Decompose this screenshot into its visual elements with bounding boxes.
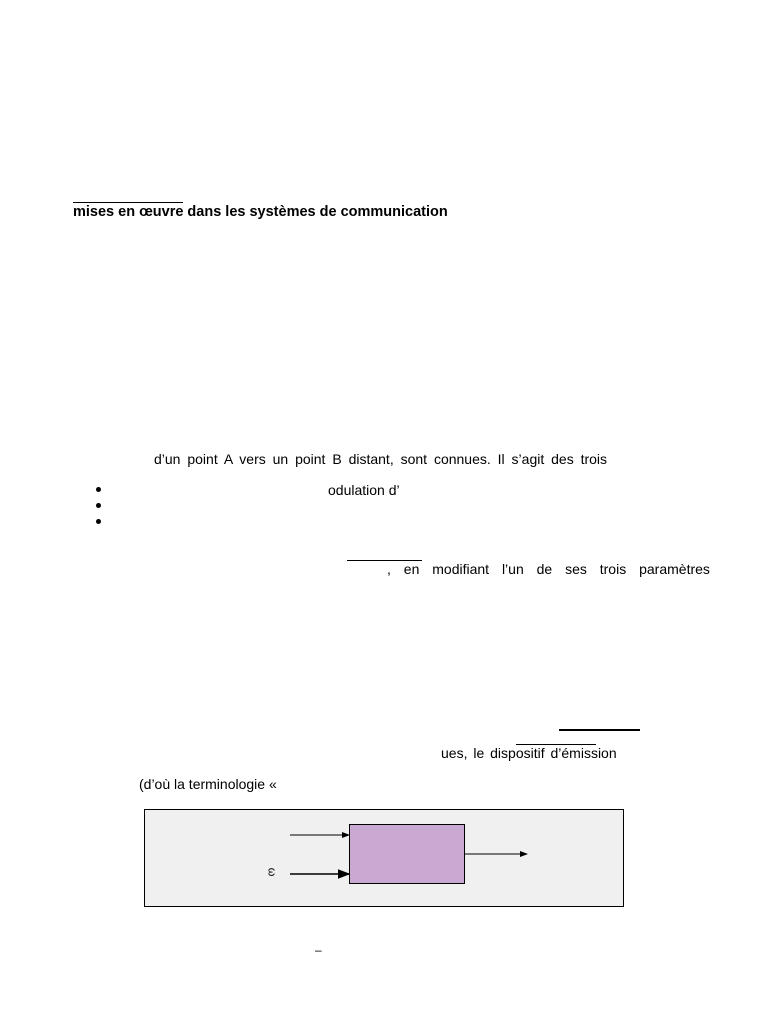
bullet-icon [96,519,101,524]
footer-mark: – [315,943,322,957]
bullet-text-fragment: odulation d’ [328,482,400,498]
list-item [96,482,116,498]
bullet-icon [96,487,101,492]
bullet-list [96,482,116,530]
list-item [96,498,116,514]
list-item [96,514,116,530]
paragraph-rule-2 [559,729,640,731]
paragraph-2: , en modifiant l’un de ses trois paramètres [387,561,710,577]
omega-symbol: ω [265,867,278,877]
paragraph-1: d’un point A vers un point B distant, sont connues. Il s’agit des trois [154,451,608,467]
paragraph-3: ues, le dispositif d’émission [441,745,617,761]
paragraph-4: (d’où la terminologie « [139,776,277,792]
modulation-diagram [144,809,624,907]
heading-underline [73,202,183,203]
section-heading: mises en œuvre dans les systèmes de communication [73,204,448,220]
modulator-block [349,824,465,884]
bullet-icon [96,503,101,508]
